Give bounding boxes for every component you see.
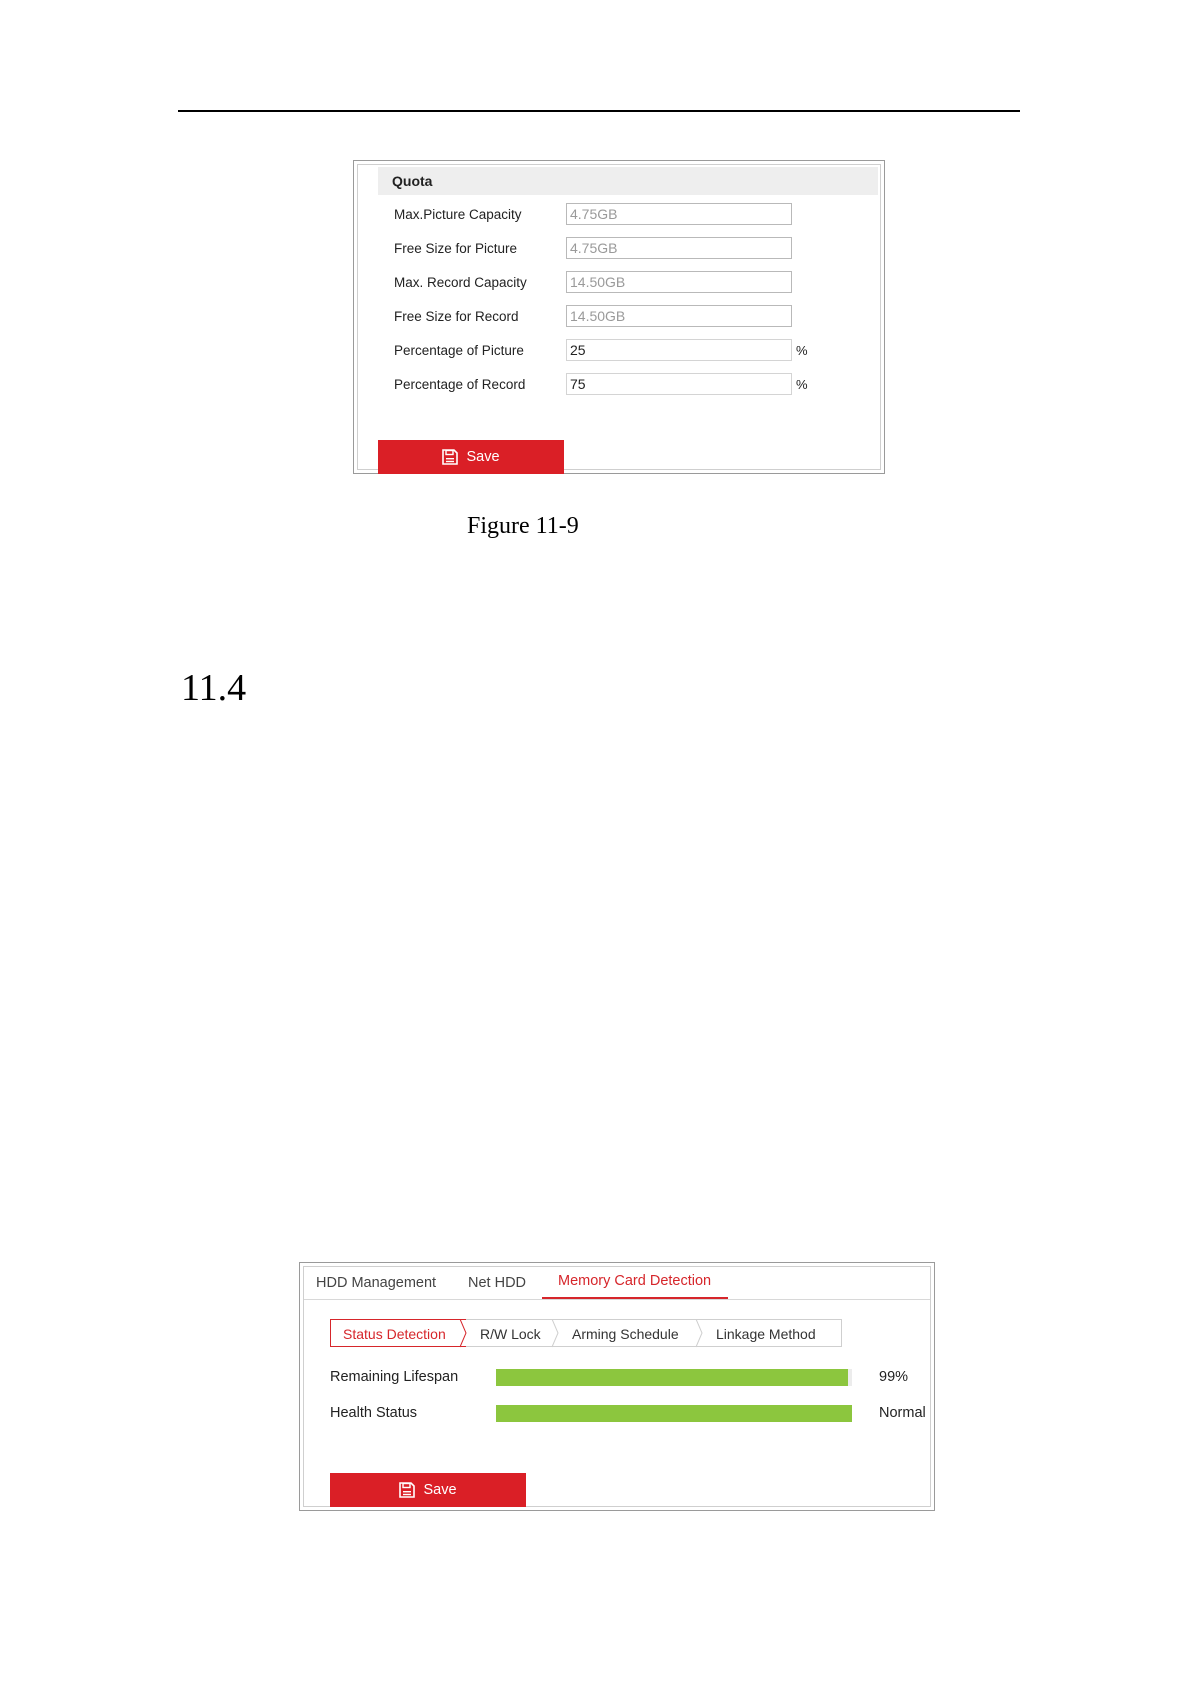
top-tab-bar <box>304 1267 930 1300</box>
percentage-picture-input[interactable] <box>566 339 792 361</box>
memory-card-save-button[interactable] <box>330 1473 526 1507</box>
free-size-picture-label: Free Size for Picture <box>394 241 518 256</box>
remaining-lifespan-label: Remaining Lifespan <box>330 1369 459 1385</box>
subtab-status-detection-label: Status Detection <box>343 1326 446 1342</box>
subtab-linkage-method[interactable] <box>702 1319 842 1347</box>
max-record-capacity-label: Max. Record Capacity <box>394 275 527 290</box>
memory-card-save-label: Save <box>423 1482 457 1498</box>
percentage-picture-label: Percentage of Picture <box>394 343 524 358</box>
health-status-bar <box>496 1405 852 1422</box>
percentage-picture-unit: % <box>796 343 808 358</box>
health-status-row <box>304 1403 930 1425</box>
remaining-lifespan-bar <box>496 1369 852 1386</box>
quota-save-button[interactable] <box>378 440 564 474</box>
memory-card-panel <box>299 1262 935 1511</box>
max-record-capacity-field <box>566 271 792 293</box>
percentage-record-input[interactable] <box>566 373 792 395</box>
tab-memory-card-detection[interactable]: Memory Card Detection <box>558 1273 712 1289</box>
subtab-linkage-method-label: Linkage Method <box>716 1326 816 1342</box>
subtab-arming-schedule-label: Arming Schedule <box>572 1326 679 1342</box>
quota-panel <box>353 160 885 474</box>
quota-panel-inner <box>357 164 881 470</box>
subtab-rw-lock-label: R/W Lock <box>480 1326 541 1342</box>
max-picture-capacity-label: Max.Picture Capacity <box>394 207 522 222</box>
health-status-label: Health Status <box>330 1405 418 1421</box>
health-status-bar-fill <box>496 1405 852 1422</box>
free-size-record-field <box>566 305 792 327</box>
quota-title: Quota <box>392 173 433 189</box>
health-status-value: Normal <box>879 1405 926 1421</box>
subtab-rw-lock[interactable] <box>466 1319 558 1347</box>
percentage-picture-row <box>358 339 880 363</box>
free-size-record-label: Free Size for Record <box>394 309 519 324</box>
subtab-arming-schedule[interactable] <box>558 1319 702 1347</box>
free-size-picture-row <box>358 237 880 261</box>
memory-card-panel-inner <box>303 1266 931 1507</box>
remaining-lifespan-bar-fill <box>496 1369 848 1386</box>
tab-net-hdd[interactable]: Net HDD <box>468 1275 527 1291</box>
max-picture-capacity-field <box>566 203 792 225</box>
percentage-record-unit: % <box>796 377 808 392</box>
section-number: 11.4 <box>181 667 247 709</box>
quota-title-bar <box>378 167 878 195</box>
percentage-record-label: Percentage of Record <box>394 377 526 392</box>
figure-caption: Figure 11-9 <box>467 513 579 539</box>
free-size-record-row <box>358 305 880 329</box>
max-picture-capacity-row <box>358 203 880 227</box>
header-rule <box>178 110 1020 112</box>
remaining-lifespan-value: 99% <box>879 1369 909 1385</box>
percentage-record-row <box>358 373 880 397</box>
quota-save-label: Save <box>466 449 500 465</box>
max-record-capacity-row <box>358 271 880 295</box>
sub-tab-bar <box>330 1319 850 1349</box>
tab-hdd-management[interactable]: HDD Management <box>316 1275 437 1291</box>
free-size-picture-field <box>566 237 792 259</box>
active-tab-underline <box>542 1297 728 1299</box>
floppy-disk-icon <box>442 449 458 465</box>
subtab-status-detection[interactable] <box>330 1319 466 1347</box>
remaining-lifespan-row <box>304 1367 930 1389</box>
floppy-disk-icon <box>399 1482 415 1498</box>
